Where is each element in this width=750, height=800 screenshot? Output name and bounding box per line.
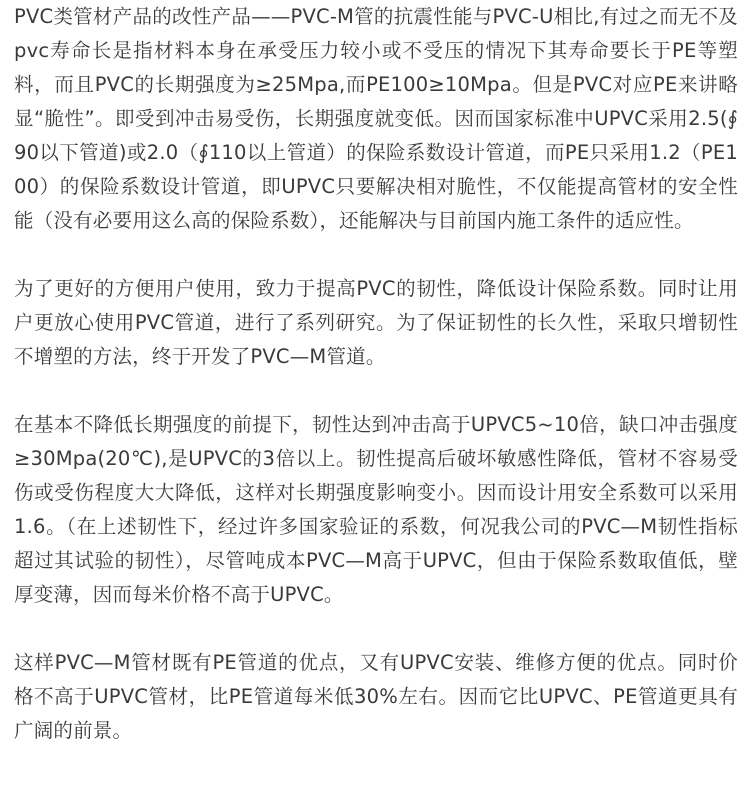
paragraph-4: 这样PVC—M管材既有PE管道的优点，又有UPVC安装、维修方便的优点。同时价格不高于UPVC管材，比PE管道每米低30%左右。因而它比UPVC、PE管道更具有广阔的前景。 — [14, 651, 738, 742]
article-body — [14, 0, 738, 748]
paragraph-1: PVC类管材产品的改性产品——PVC-M管的抗震性能与PVC-U相比,有过之而无不及pvc寿命长是指材料本身在承受压力较小或不受压的情况下其寿命要长于PE等塑料，而且PVC的长期强度为≥25Mpa,而PE100≥10Mpa。但是PVC对应PE来讲略显“脆性”。即受到冲击易受伤，长期强度就变低。因而国家标准中UPVC采用2.5(∮90以下管道)或2.0（∮110以上管道）的保险系数设计管道，而PE只采用1.2（PE100）的保险系数设计管道，即UPVC只要解决相对脆性，不仅能提高管材的安全性能（没有必要用这么高的保险系数），还能解决与目前国内施工条件的适应性。 — [14, 5, 738, 232]
paragraph-3: 在基本不降低长期强度的前提下，韧性达到冲击高于UPVC5~10倍，缺口冲击强度≥30Mpa(20℃),是UPVC的3倍以上。韧性提高后破坏敏感性降低，管材不容易受伤或受伤程度大大降低，这样对长期强度影响变小。因而设计用安全系数可以采用1.6。（在上述韧性下，经过许多国家验证的系数，何况我公司的PVC—M韧性指标超过其试验的韧性），尽管吨成本PVC—M高于UPVC，但由于保险系数取值低，壁厚变薄，因而每米价格不高于UPVC。 — [14, 413, 738, 606]
paragraph-2: 为了更好的方便用户使用，致力于提高PVC的韧性，降低设计保险系数。同时让用户更放心使用PVC管道，进行了系列研究。为了保证韧性的长久性，采取只增韧性不增塑的方法，终于开发了PVC—M管道。 — [14, 277, 738, 368]
